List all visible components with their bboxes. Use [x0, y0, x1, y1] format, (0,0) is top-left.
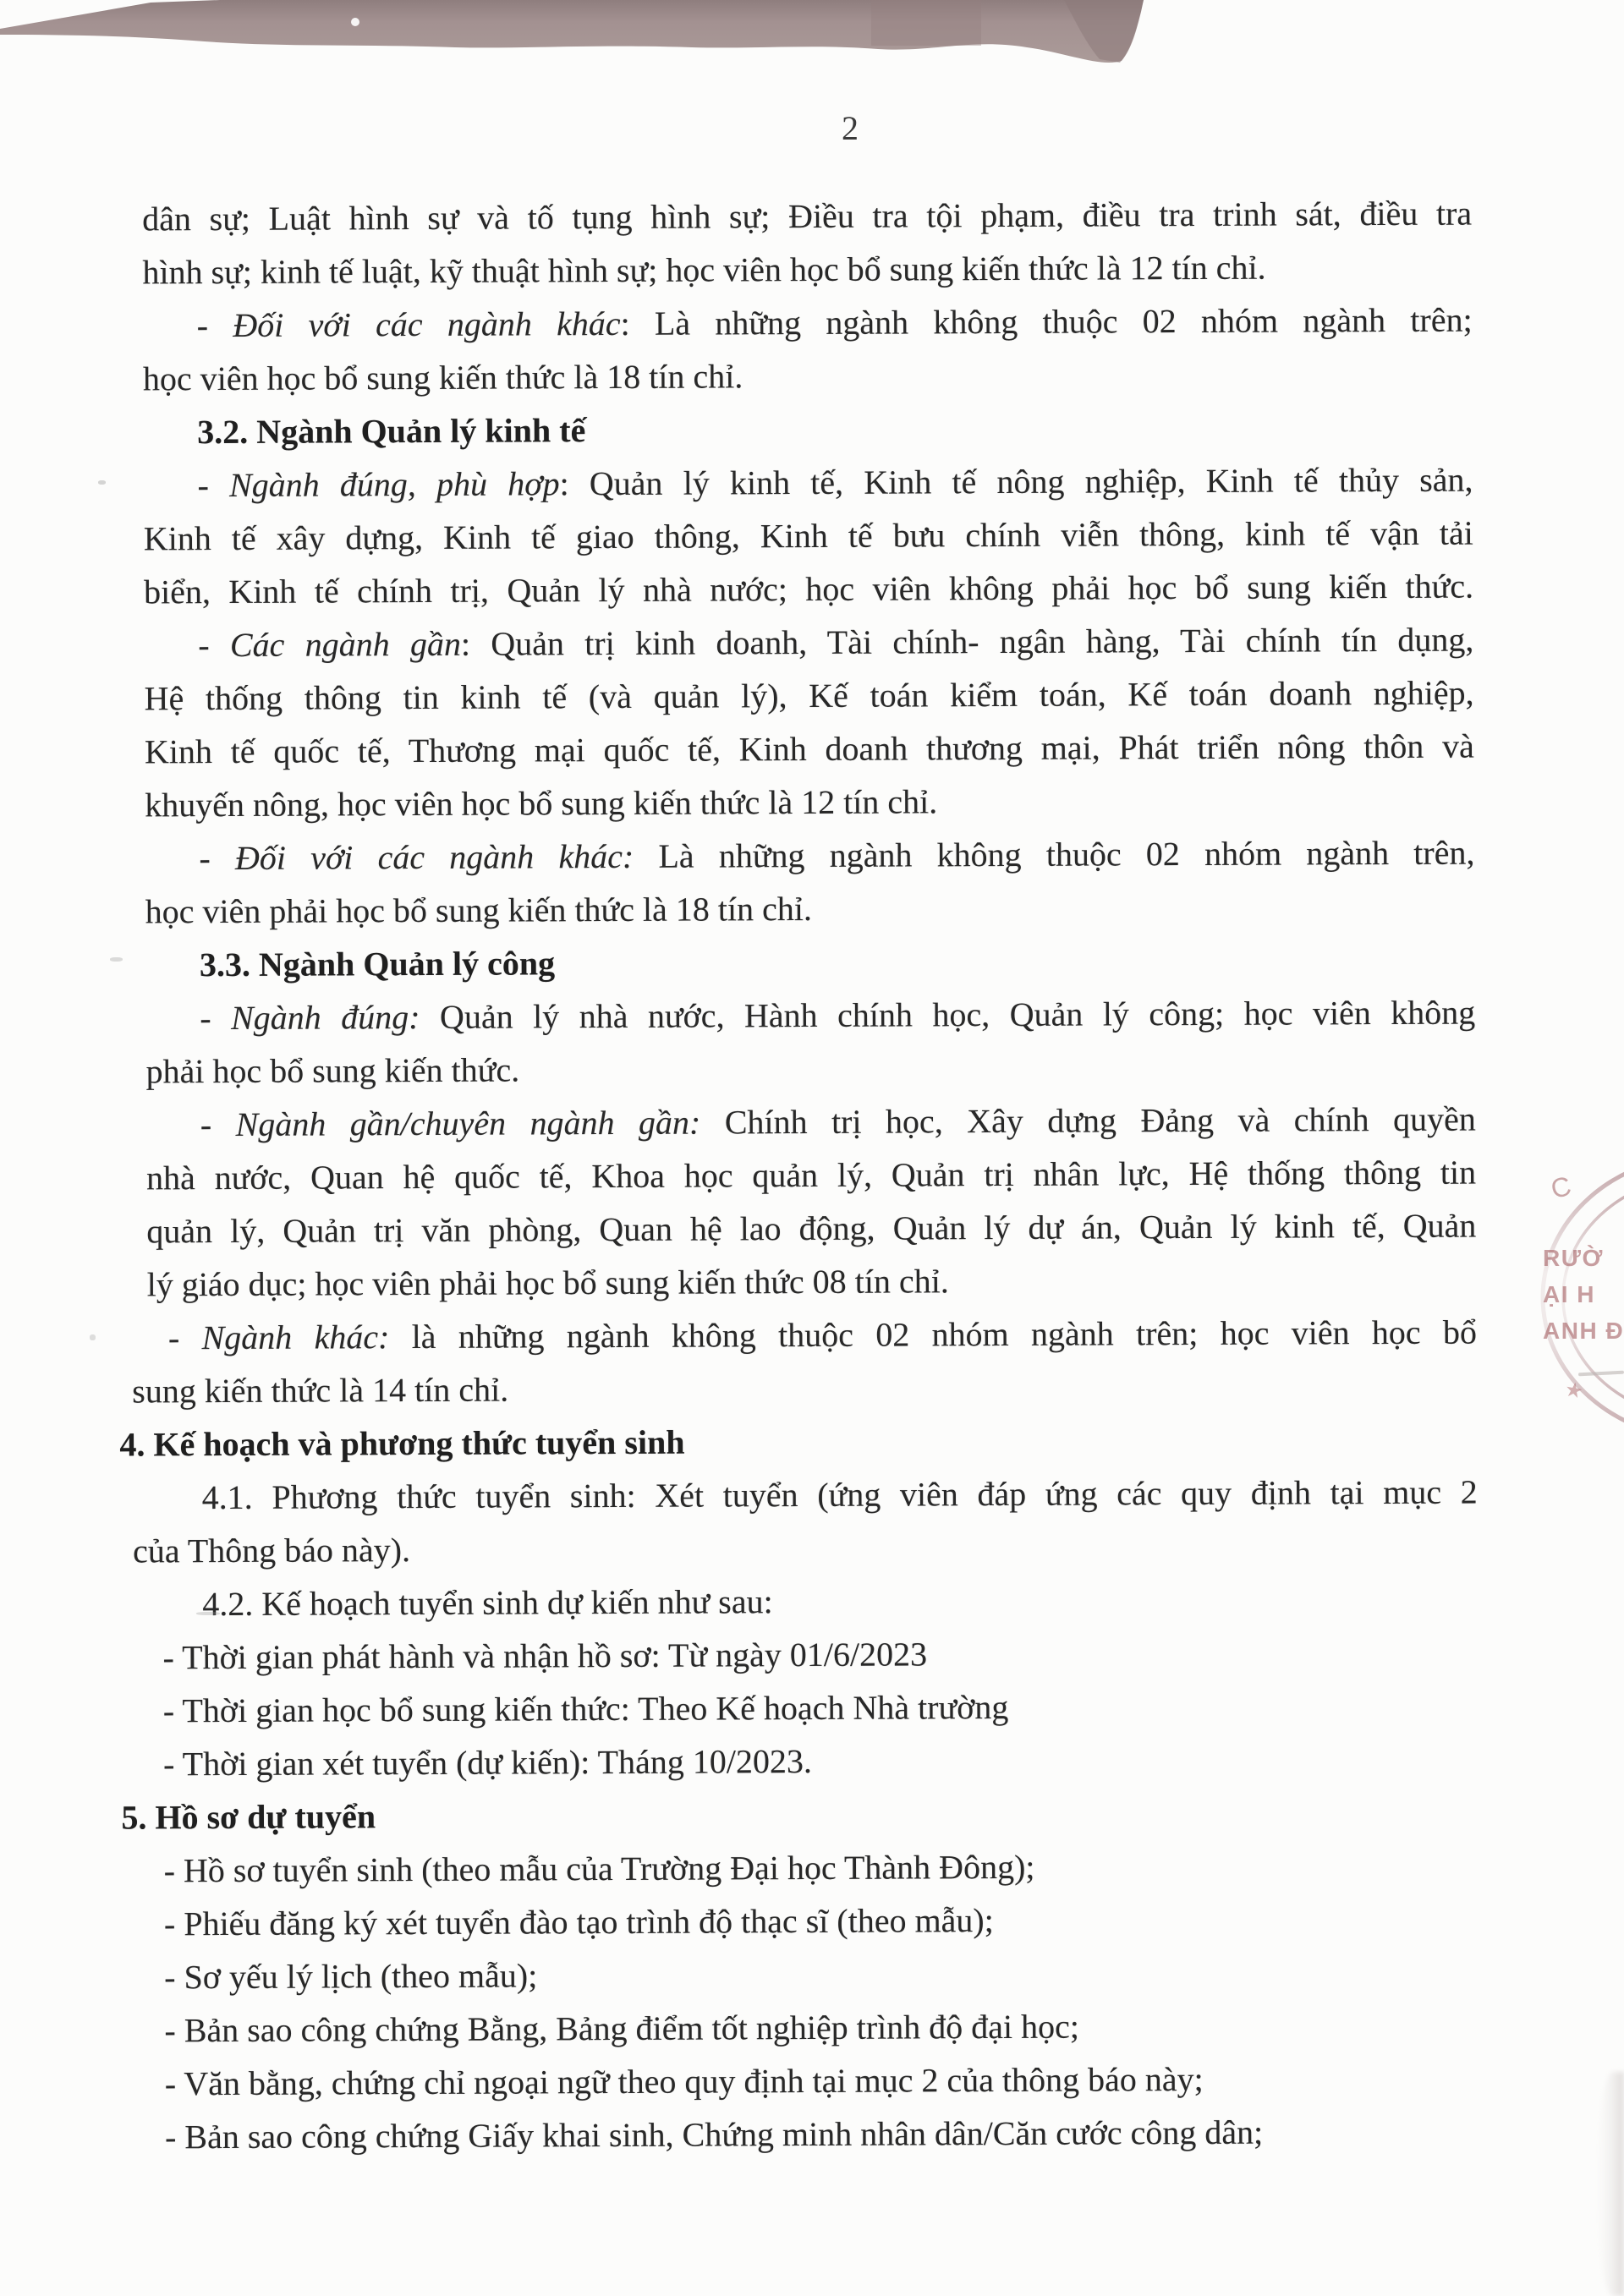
- text-segment: Quản lý nhà nước, Hành chính học, Quản lý công; học viên không: [420, 993, 1476, 1037]
- text-line: [145, 826, 1474, 885]
- text-line: [145, 933, 1475, 992]
- text-line: [149, 1732, 1479, 1791]
- stamp-text-fragment: RƯỜ: [1543, 1245, 1604, 1271]
- text-segment: - Ngành đúng:: [200, 998, 420, 1038]
- scan-corner-streak: [1597, 2072, 1624, 2296]
- text-line: [146, 1093, 1476, 1152]
- text-segment: biển, Kinh tế chính trị, Quản lý nhà nước; học viên không phải học bổ sung kiến thức.: [143, 567, 1474, 611]
- text-line: [145, 720, 1474, 779]
- text-line: [144, 507, 1473, 566]
- text-line: [146, 1146, 1476, 1205]
- text-segment: Hệ thống thông tin kinh tế (và quản lý), Kế toán kiểm toán, Kế toán doanh nghiệp,: [144, 673, 1474, 718]
- text-line: [142, 240, 1472, 299]
- text-segment: - Sơ yếu lý lịch (theo mẫu);: [164, 1956, 538, 1997]
- text-segment: Kinh tế xây dựng, Kinh tế giao thông, Kinh tế bưu chính viễn thông, kinh tế vận tải: [143, 513, 1473, 558]
- text-segment: - Thời gian phát hành và nhận hồ sơ: Từ ngày 01/6/2023: [162, 1635, 928, 1677]
- text-line: [150, 1892, 1479, 1951]
- scan-speck: [196, 1612, 220, 1615]
- text-line: [148, 1625, 1478, 1685]
- text-segment: 4.1. Phương thức tuyển sinh: Xét tuyển (ứng viên đáp ứng các quy định tại mục 2: [201, 1472, 1478, 1517]
- text-segment: phải học bổ sung kiến thức.: [145, 1050, 520, 1091]
- stamp-star-icon: ★: [1562, 1378, 1585, 1404]
- text-segment: - Đối với các ngành khác:: [199, 836, 634, 878]
- text-line: [144, 560, 1473, 619]
- text-segment: 3.2. Ngành Quản lý kinh tế: [197, 411, 586, 452]
- text-segment: của Thông báo này).: [132, 1531, 411, 1570]
- text-segment: Là những ngành không thuộc 02 nhóm ngành trên,: [634, 833, 1475, 875]
- text-segment: là những ngành không thuộc 02 nhóm ngành trên; học viên học bổ: [389, 1312, 1478, 1356]
- text-segment: 4.2. Kế hoạch tuyển sinh dự kiến như sau:: [202, 1582, 773, 1624]
- text-segment: - Thời gian xét tuyển (dự kiến): Tháng 10/2023.: [163, 1741, 812, 1784]
- scan-speck: [110, 957, 123, 962]
- text-line: [145, 879, 1475, 939]
- stamp-text: [1543, 1240, 1624, 1349]
- text-line: [151, 2052, 1480, 2111]
- text-line: [119, 1412, 1477, 1471]
- text-line: [149, 1679, 1479, 1738]
- text-segment: - Văn bằng, chứng chỉ ngoại ngữ theo quy định tại mục 2 của thông báo này;: [164, 2059, 1204, 2103]
- text-line: [143, 453, 1473, 512]
- text-line: [133, 1519, 1478, 1578]
- text-segment: : Là những ngành không thuộc 02 nhóm ngành trên;: [620, 300, 1473, 342]
- text-line: [151, 2105, 1480, 2164]
- text-segment: - Thời gian học bổ sung kiến thức: Theo Kế hoạch Nhà trường: [162, 1687, 1009, 1730]
- text-line: [145, 986, 1475, 1045]
- text-segment: dân sự; Luật hình sự và tố tụng hình sự; Điều tra tội phạm, điều tra trinh sát, điều tra: [142, 194, 1473, 238]
- text-segment: - Ngành khác:: [167, 1318, 390, 1357]
- text-line: [150, 1998, 1479, 2058]
- text-segment: học viên học bổ sung kiến thức là 18 tín chỉ.: [142, 357, 743, 398]
- text-line: [148, 1466, 1478, 1525]
- text-segment: - Đối với các ngành khác: [196, 304, 621, 345]
- text-line: [143, 347, 1473, 406]
- stamp-text-fragment: ẠI H: [1543, 1281, 1595, 1307]
- text-segment: Kinh tế quốc tế, Thương mại quốc tế, Kinh doanh thương mại, Phát triển nông thôn và: [144, 726, 1474, 771]
- text-segment: - Ngành đúng, phù hợp: [197, 464, 560, 505]
- text-segment: - Phiếu đăng ký xét tuyển đào tạo trình độ thạc sĩ (theo mẫu);: [163, 1901, 994, 1943]
- text-segment: nhà nước, Quan hệ quốc tế, Khoa học quản lý, Quản trị nhân lực, Hệ thống thông tin: [145, 1153, 1477, 1197]
- text-line: [147, 1252, 1477, 1312]
- text-segment: 4. Kế hoạch và phương thức tuyển sinh: [119, 1422, 685, 1464]
- text-segment: : Quản lý kinh tế, Kinh tế nông nghiệp, Kinh tế thủy sản,: [559, 460, 1473, 503]
- text-segment: 5. Hồ sơ dự tuyển: [121, 1797, 376, 1837]
- text-segment: : Quản trị kinh doanh, Tài chính- ngân hàng, Tài chính tín dụng,: [460, 620, 1474, 663]
- text-line: [144, 666, 1473, 726]
- text-segment: - Bản sao công chứng Bằng, Bảng điểm tốt nghiệp trình độ đại học;: [164, 2007, 1080, 2050]
- text-segment: 3.3. Ngành Quản lý công: [199, 944, 556, 984]
- text-line: [150, 1838, 1479, 1898]
- text-line: [142, 187, 1472, 246]
- stamp-text-fragment: ANH Đ: [1543, 1318, 1624, 1344]
- text-line: [132, 1359, 1477, 1418]
- text-segment: Chính trị học, Xây dựng Đảng và chính quyền: [700, 1099, 1476, 1142]
- text-segment: - Bản sao công chứng Giấy khai sinh, Chứng minh nhân dân/Căn cước công dân;: [164, 2112, 1264, 2156]
- text-line: [143, 400, 1473, 459]
- text-line: [144, 613, 1473, 672]
- text-line: [121, 1785, 1479, 1844]
- text-segment: - Hồ sơ tuyển sinh (theo mẫu của Trường Đại học Thành Đông);: [163, 1847, 1035, 1890]
- text-segment: - Ngành gần/chuyên ngành gần:: [200, 1103, 701, 1144]
- scan-artifact-top-band: [0, 0, 1624, 76]
- text-segment: khuyến nông, học viên học bổ sung kiến thức là 12 tín chỉ.: [145, 782, 938, 825]
- scan-speck: [98, 480, 106, 485]
- text-segment: học viên phải học bổ sung kiến thức là 18 tín chỉ.: [145, 889, 812, 931]
- text-line: [145, 773, 1474, 832]
- scan-speck: [90, 1334, 96, 1340]
- text-segment: hình sự; kinh tế luật, kỹ thuật hình sự; học viên học bổ sung kiến thức là 12 tín chỉ.: [142, 248, 1266, 292]
- text-line: [143, 293, 1473, 353]
- text-segment: quản lý, Quản trị văn phòng, Quan hệ lao động, Quản lý dự án, Quản lý kinh tế, Quản: [146, 1206, 1477, 1251]
- text-line: [148, 1572, 1478, 1631]
- text-line: [147, 1306, 1477, 1365]
- stamp-border-letter: C: [1547, 1170, 1574, 1205]
- text-segment: - Các ngành gần: [198, 624, 462, 665]
- page-number: 2: [842, 109, 859, 147]
- document-body: [119, 187, 1480, 2164]
- text-line: [146, 1199, 1476, 1258]
- text-segment: lý giáo dục; học viên phải học bổ sung kiến thức 08 tín chỉ.: [146, 1262, 949, 1304]
- text-segment: sung kiến thức là 14 tín chỉ.: [132, 1370, 509, 1411]
- text-line: [150, 1945, 1479, 2004]
- text-line: [145, 1039, 1475, 1099]
